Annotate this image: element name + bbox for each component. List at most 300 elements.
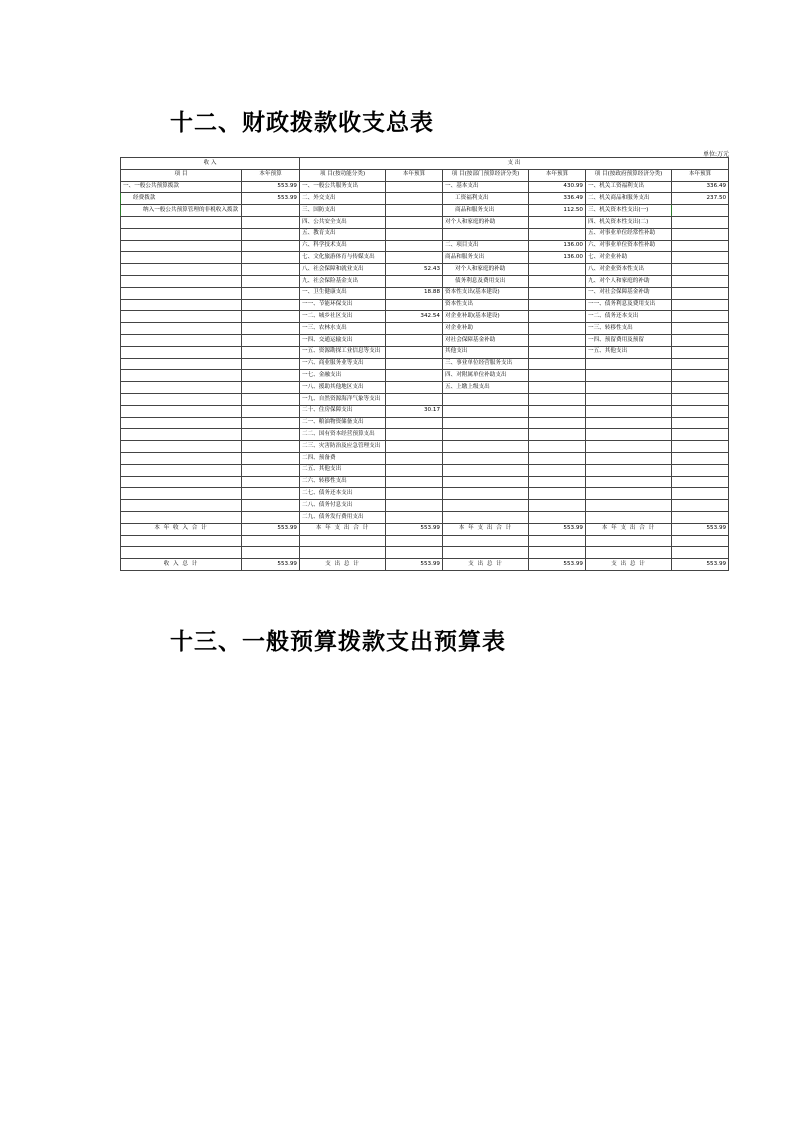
item-cell: 支 出 总 计 (300, 559, 386, 571)
item-cell: 二五、其他支出 (300, 464, 386, 476)
item-cell (586, 464, 672, 476)
amount-cell (386, 334, 443, 346)
amount-cell (672, 334, 729, 346)
table-row (121, 346, 729, 358)
item-cell: 纳入一般公共预算管理的非税收入拨款 (121, 205, 242, 217)
item-cell: 四、公共安全支出 (300, 216, 386, 228)
amount-cell (672, 287, 729, 299)
item-cell (121, 334, 242, 346)
empty-cell (529, 535, 586, 547)
empty-cell (529, 547, 586, 559)
table-row (121, 240, 729, 252)
item-cell: 对企业补助 (443, 323, 529, 335)
amount-cell (529, 264, 586, 276)
item-cell (121, 464, 242, 476)
amount-cell: 553.99 (672, 559, 729, 571)
amount-cell (242, 216, 300, 228)
amount-cell (529, 216, 586, 228)
item-cell: 一一、节能环保支出 (300, 299, 386, 311)
item-cell: 支 出 总 计 (586, 559, 672, 571)
amount-cell (529, 299, 586, 311)
item-cell (121, 240, 242, 252)
amount-cell (386, 240, 443, 252)
amount-cell (529, 311, 586, 323)
item-cell: 一七、金融支出 (300, 370, 386, 382)
amount-cell (242, 441, 300, 453)
amount-cell (242, 205, 300, 217)
amount-cell: 553.99 (529, 523, 586, 535)
table-row (121, 299, 729, 311)
item-cell: 一三、转移性支出 (586, 323, 672, 335)
item-cell (586, 511, 672, 523)
item-cell (121, 370, 242, 382)
empty-cell (121, 547, 242, 559)
item-cell: 一五、资源勘探工业信息等支出 (300, 346, 386, 358)
next-section-title: 十三、一般预算拨款支出预算表 (170, 628, 506, 655)
amount-cell (242, 464, 300, 476)
item-cell: 八、对企业资本性支出 (586, 264, 672, 276)
item-cell: 三、事业单位经营服务支出 (443, 358, 529, 370)
amount-cell (386, 511, 443, 523)
item-cell (443, 429, 529, 441)
amount-cell (386, 346, 443, 358)
amount-cell (529, 476, 586, 488)
item-cell (586, 393, 672, 405)
item-cell: 支 出 总 计 (443, 559, 529, 571)
item-cell: 一八、援助其他地区支出 (300, 382, 386, 394)
item-cell (443, 417, 529, 429)
amount-cell (529, 275, 586, 287)
amount-cell (529, 488, 586, 500)
amount-cell: 553.99 (529, 559, 586, 571)
item-cell: 对企业补助(基本建设) (443, 311, 529, 323)
item-cell: 二二、国有资本经营预算支出 (300, 429, 386, 441)
amount-cell (242, 346, 300, 358)
item-cell: 四、机关资本性支出(二) (586, 216, 672, 228)
item-cell (586, 441, 672, 453)
empty-cell (300, 547, 386, 559)
amount-cell (529, 228, 586, 240)
item-cell: 一、卫生健康支出 (300, 287, 386, 299)
amount-cell (386, 193, 443, 205)
amount-cell (242, 275, 300, 287)
item-cell (121, 417, 242, 429)
item-cell: 商品和服务支出 (443, 205, 529, 217)
amount-cell: 553.99 (386, 559, 443, 571)
item-cell: 一、对社会保障基金补助 (586, 287, 672, 299)
item-cell (586, 488, 672, 500)
item-cell: 收 入 总 计 (121, 559, 242, 571)
item-cell (121, 216, 242, 228)
income-group-header: 收 入 (121, 158, 300, 170)
amount-cell (672, 323, 729, 335)
empty-cell (242, 535, 300, 547)
item-cell: 一五、其他支出 (586, 346, 672, 358)
amount-cell (386, 476, 443, 488)
amount-cell (386, 488, 443, 500)
item-cell (443, 228, 529, 240)
amount-cell (672, 511, 729, 523)
amount-cell (672, 405, 729, 417)
item-cell: 二六、转移性支出 (300, 476, 386, 488)
item-cell (121, 287, 242, 299)
amount-cell (672, 240, 729, 252)
item-cell (121, 299, 242, 311)
item-cell: 二十、住房保障支出 (300, 405, 386, 417)
item-cell (121, 393, 242, 405)
amount-cell: 342.54 (386, 311, 443, 323)
amount-cell (386, 382, 443, 394)
amount-cell (529, 441, 586, 453)
fiscal-summary-table (120, 157, 729, 571)
table-row (121, 417, 729, 429)
amount-cell (242, 287, 300, 299)
item-cell (121, 511, 242, 523)
item-cell: 商品和服务支出 (443, 252, 529, 264)
item-cell (121, 476, 242, 488)
col-header-budget: 本年预算 (529, 169, 586, 181)
item-cell: 债务利息及费用支出 (443, 275, 529, 287)
item-cell: 一、一般公共服务支出 (300, 181, 386, 193)
col-header-item: 项 目 (121, 169, 242, 181)
amount-cell: 553.99 (242, 523, 300, 535)
amount-cell (242, 393, 300, 405)
item-cell: 九、社会保险基金支出 (300, 275, 386, 287)
col-header-econ-gov: 项 目(按政府预算经济分类) (586, 169, 672, 181)
item-cell: 五、对事业单位经常性补助 (586, 228, 672, 240)
item-cell (121, 405, 242, 417)
table-row (121, 382, 729, 394)
amount-cell (672, 252, 729, 264)
empty-cell (672, 535, 729, 547)
item-cell: 二、机关商品和服务支出 (586, 193, 672, 205)
amount-cell (242, 323, 300, 335)
col-header-budget: 本年预算 (672, 169, 729, 181)
item-cell (586, 405, 672, 417)
amount-cell (672, 441, 729, 453)
amount-cell (529, 393, 586, 405)
table-row (121, 287, 729, 299)
empty-cell (386, 547, 443, 559)
blank-row (121, 547, 729, 559)
header-group-row (121, 158, 729, 170)
amount-cell (386, 370, 443, 382)
empty-cell (443, 547, 529, 559)
item-cell: 二、项目支出 (443, 240, 529, 252)
item-cell: 本 年 支 出 合 计 (300, 523, 386, 535)
amount-cell (672, 299, 729, 311)
item-cell: 对社会保障基金补助 (443, 334, 529, 346)
item-cell: 资本性支出(基本建设) (443, 287, 529, 299)
table-row (121, 452, 729, 464)
item-cell (121, 452, 242, 464)
table-row (121, 323, 729, 335)
item-cell (443, 464, 529, 476)
item-cell (443, 500, 529, 512)
item-cell (586, 476, 672, 488)
table-row (121, 476, 729, 488)
item-cell (121, 346, 242, 358)
header-column-row (121, 169, 729, 181)
empty-cell (300, 535, 386, 547)
amount-cell: 553.99 (672, 523, 729, 535)
amount-cell: 553.99 (242, 181, 300, 193)
item-cell: 九、对个人和家庭的补助 (586, 275, 672, 287)
item-cell: 二一、粮油物资储备支出 (300, 417, 386, 429)
item-cell (121, 358, 242, 370)
empty-cell (386, 535, 443, 547)
amount-cell (672, 464, 729, 476)
item-cell: 对个人和家庭的补助 (443, 264, 529, 276)
table-row (121, 429, 729, 441)
item-cell (121, 488, 242, 500)
item-cell (443, 393, 529, 405)
item-cell: 六、对事业单位资本性补助 (586, 240, 672, 252)
empty-cell (672, 547, 729, 559)
amount-cell (529, 287, 586, 299)
col-header-econ-dept: 项 目(按部门预算经济分类) (443, 169, 529, 181)
amount-cell (242, 358, 300, 370)
amount-cell (529, 464, 586, 476)
amount-cell (386, 252, 443, 264)
table-row (121, 500, 729, 512)
amount-cell (529, 500, 586, 512)
table-row (121, 216, 729, 228)
amount-cell (242, 228, 300, 240)
table-row (121, 370, 729, 382)
amount-cell (386, 464, 443, 476)
empty-cell (443, 535, 529, 547)
item-cell: 一一、债务利息及费用支出 (586, 299, 672, 311)
item-cell: 一三、农林水支出 (300, 323, 386, 335)
amount-cell (672, 228, 729, 240)
col-header-budget: 本年预算 (242, 169, 300, 181)
empty-cell (586, 535, 672, 547)
item-cell: 一四、预留费用及预留 (586, 334, 672, 346)
item-cell (443, 441, 529, 453)
amount-cell (386, 275, 443, 287)
amount-cell (242, 476, 300, 488)
amount-cell (529, 346, 586, 358)
amount-cell (529, 429, 586, 441)
amount-cell: 112.50 (529, 205, 586, 217)
table-row (121, 464, 729, 476)
item-cell: 八、社会保障和就业支出 (300, 264, 386, 276)
item-cell: 二、外交支出 (300, 193, 386, 205)
expense-group-header: 支 出 (300, 158, 729, 170)
item-cell (121, 500, 242, 512)
item-cell (586, 500, 672, 512)
amount-cell (386, 500, 443, 512)
item-cell (121, 275, 242, 287)
amount-cell (386, 452, 443, 464)
amount-cell: 52.43 (386, 264, 443, 276)
amount-cell (672, 358, 729, 370)
amount-cell (672, 382, 729, 394)
item-cell: 本 年 收 入 合 计 (121, 523, 242, 535)
amount-cell: 336.49 (672, 181, 729, 193)
item-cell (443, 476, 529, 488)
amount-cell: 136.00 (529, 252, 586, 264)
item-cell (443, 452, 529, 464)
amount-cell (242, 511, 300, 523)
amount-cell (386, 429, 443, 441)
amount-cell (529, 382, 586, 394)
year-total-row (121, 523, 729, 535)
item-cell (121, 264, 242, 276)
item-cell: 一、基本支出 (443, 181, 529, 193)
amount-cell (386, 358, 443, 370)
amount-cell (672, 429, 729, 441)
item-cell (586, 370, 672, 382)
item-cell: 一九、自然资源海洋气象等支出 (300, 393, 386, 405)
col-header-functional: 项 目(按功能分类) (300, 169, 386, 181)
amount-cell (242, 500, 300, 512)
item-cell (586, 429, 672, 441)
item-cell: 一、一般公共预算拨款 (121, 181, 242, 193)
table-row (121, 311, 729, 323)
amount-cell: 553.99 (386, 523, 443, 535)
item-cell: 六、科学技术支出 (300, 240, 386, 252)
amount-cell (386, 441, 443, 453)
amount-cell (672, 275, 729, 287)
amount-cell (529, 405, 586, 417)
item-cell: 七、文化旅游体育与传媒支出 (300, 252, 386, 264)
amount-cell (242, 429, 300, 441)
item-cell (121, 323, 242, 335)
amount-cell (672, 205, 729, 217)
amount-cell (242, 311, 300, 323)
item-cell: 五、教育支出 (300, 228, 386, 240)
amount-cell (242, 252, 300, 264)
amount-cell (242, 299, 300, 311)
amount-cell (529, 511, 586, 523)
empty-cell (242, 547, 300, 559)
amount-cell (242, 240, 300, 252)
amount-cell (242, 370, 300, 382)
item-cell (121, 252, 242, 264)
amount-cell (672, 311, 729, 323)
item-cell (121, 382, 242, 394)
table-row (121, 441, 729, 453)
item-cell: 一二、城乡社区支出 (300, 311, 386, 323)
amount-cell (242, 417, 300, 429)
table-row (121, 358, 729, 370)
amount-cell (242, 452, 300, 464)
amount-cell (242, 382, 300, 394)
item-cell: 四、对附属单位补助支出 (443, 370, 529, 382)
item-cell: 七、对企业补助 (586, 252, 672, 264)
amount-cell (672, 476, 729, 488)
amount-cell (386, 299, 443, 311)
item-cell (121, 429, 242, 441)
table-row (121, 252, 729, 264)
amount-cell (386, 323, 443, 335)
table-row (121, 228, 729, 240)
amount-cell (529, 370, 586, 382)
amount-cell: 553.99 (242, 559, 300, 571)
page-title: 十二、财政拨款收支总表 (170, 109, 434, 136)
item-cell: 资本性支出 (443, 299, 529, 311)
item-cell: 一二、债务还本支出 (586, 311, 672, 323)
item-cell (121, 441, 242, 453)
amount-cell (386, 216, 443, 228)
table-row (121, 193, 729, 205)
item-cell: 本 年 支 出 合 计 (443, 523, 529, 535)
table-row (121, 181, 729, 193)
empty-cell (586, 547, 672, 559)
table-row (121, 205, 729, 217)
amount-cell: 136.00 (529, 240, 586, 252)
amount-cell (242, 264, 300, 276)
item-cell: 经费拨款 (121, 193, 242, 205)
amount-cell (672, 417, 729, 429)
table-row (121, 334, 729, 346)
table-row (121, 405, 729, 417)
amount-cell (672, 370, 729, 382)
amount-cell (386, 181, 443, 193)
amount-cell (672, 500, 729, 512)
table-row (121, 393, 729, 405)
amount-cell (672, 346, 729, 358)
amount-cell: 553.99 (242, 193, 300, 205)
amount-cell (529, 358, 586, 370)
amount-cell: 18.88 (386, 287, 443, 299)
item-cell: 二八、债务付息支出 (300, 500, 386, 512)
amount-cell (672, 393, 729, 405)
amount-cell (386, 205, 443, 217)
item-cell: 对个人和家庭的补助 (443, 216, 529, 228)
item-cell: 其他支出 (443, 346, 529, 358)
amount-cell: 237.50 (672, 193, 729, 205)
amount-cell (386, 228, 443, 240)
item-cell: 二七、债务还本支出 (300, 488, 386, 500)
item-cell (586, 452, 672, 464)
item-cell: 一、机关工资福利支出 (586, 181, 672, 193)
amount-cell (529, 323, 586, 335)
empty-cell (121, 535, 242, 547)
item-cell (121, 228, 242, 240)
amount-cell (672, 452, 729, 464)
item-cell (121, 311, 242, 323)
amount-cell (386, 393, 443, 405)
table-row (121, 511, 729, 523)
amount-cell: 430.99 (529, 181, 586, 193)
item-cell (586, 382, 672, 394)
amount-cell: 30.17 (386, 405, 443, 417)
amount-cell: 336.49 (529, 193, 586, 205)
item-cell (443, 511, 529, 523)
item-cell: 二四、预备费 (300, 452, 386, 464)
amount-cell (386, 417, 443, 429)
amount-cell (672, 264, 729, 276)
unit-label: 单位:万元 (702, 151, 729, 158)
table-row (121, 488, 729, 500)
table-row (121, 275, 729, 287)
item-cell (586, 417, 672, 429)
amount-cell (529, 417, 586, 429)
amount-cell (672, 488, 729, 500)
amount-cell (242, 405, 300, 417)
amount-cell (242, 334, 300, 346)
item-cell: 二三、灾害防治及应急管理支出 (300, 441, 386, 453)
item-cell (443, 488, 529, 500)
item-cell: 五、上缴上级支出 (443, 382, 529, 394)
item-cell: 工资福利支出 (443, 193, 529, 205)
amount-cell (242, 488, 300, 500)
table-row (121, 264, 729, 276)
item-cell (586, 358, 672, 370)
